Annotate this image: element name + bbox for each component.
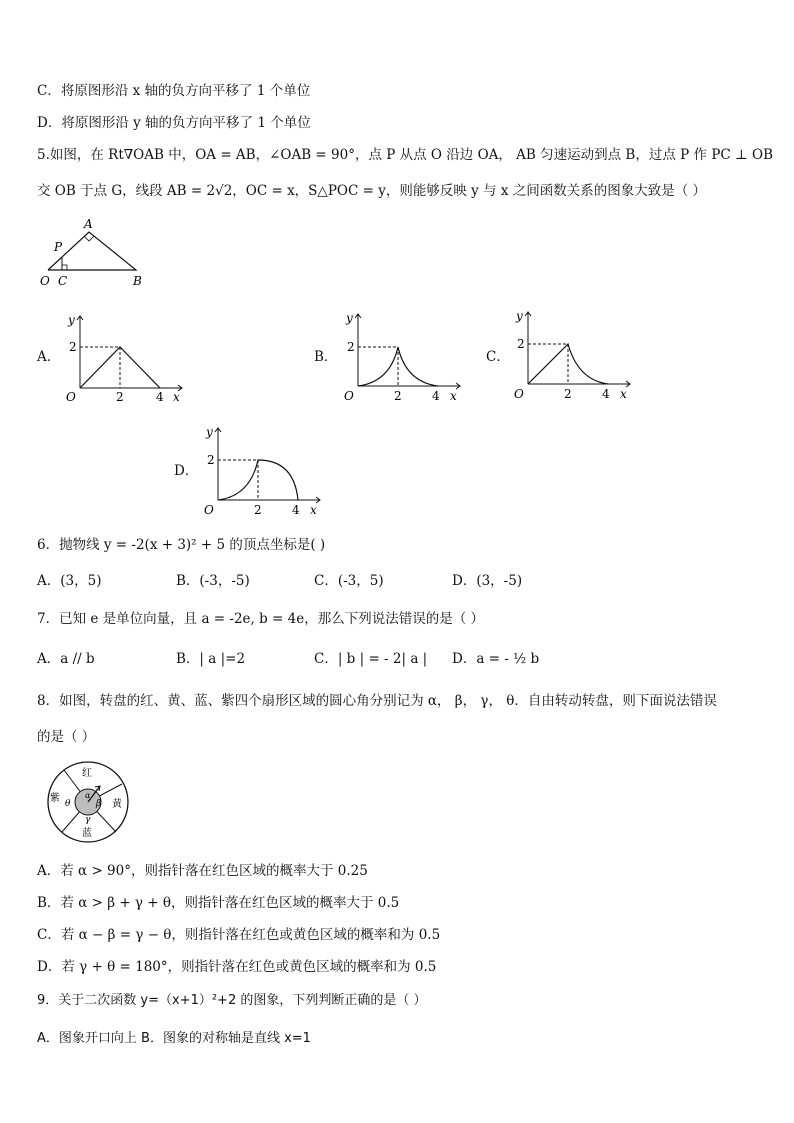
tri-label-B: B <box>133 274 142 288</box>
svg-text:α: α <box>85 791 91 800</box>
svg-text:2: 2 <box>69 340 77 354</box>
q6-option-d: D．(3，-5) <box>452 573 523 589</box>
svg-text:x: x <box>173 390 180 404</box>
svg-text:4: 4 <box>156 390 164 404</box>
q5-option-c-label: C． <box>486 349 510 365</box>
q8-option-a: A．若 α > 90°，则指针落在红色区域的概率大于 0.25 <box>37 863 368 879</box>
svg-text:2: 2 <box>116 390 124 404</box>
q8-stem-line2: 的是（ ） <box>37 729 96 745</box>
svg-text:O: O <box>204 503 214 517</box>
q6-option-a: A．(3，5) <box>37 573 102 589</box>
q5-graph-a <box>60 310 190 405</box>
spinner-blue: 蓝 <box>82 828 92 839</box>
tri-label-A: A <box>84 217 93 231</box>
svg-text:x: x <box>620 387 627 401</box>
svg-text:y: y <box>206 425 213 439</box>
svg-text:2: 2 <box>207 453 215 467</box>
q5-stem-line2: 交 OB 于点 G，线段 AB = 2√2，OC = x，S△POC = y，则能够反映 y 与 x 之间函数关系的图象大致是（ ） <box>37 183 707 199</box>
svg-text:β: β <box>96 799 102 809</box>
q7-option-b: B．| a |=2 <box>176 651 246 667</box>
svg-text:2: 2 <box>254 503 262 517</box>
svg-text:γ: γ <box>85 815 91 825</box>
q9-options: A．图象开口向上 B．图象的对称轴是直线 x=1 <box>37 1031 311 1046</box>
tri-label-O: O <box>40 274 50 288</box>
q7-option-d: D．a = - ½ b <box>452 651 540 667</box>
q7-option-a: A．a // b <box>37 651 95 667</box>
svg-text:2: 2 <box>347 340 355 354</box>
q5-option-d-label: D． <box>174 463 199 479</box>
svg-text:4: 4 <box>292 503 300 517</box>
tri-label-P: P <box>54 240 63 254</box>
q5-option-b-label: B． <box>314 349 338 365</box>
svg-text:y: y <box>68 313 75 327</box>
spinner-yellow: 黄 <box>112 799 122 810</box>
svg-text:O: O <box>514 387 524 401</box>
svg-text:2: 2 <box>517 337 525 351</box>
q5-option-a-label: A． <box>37 349 61 365</box>
option-d-prev: D．将原图形沿 y 轴的负方向平移了 1 个单位 <box>37 115 311 131</box>
svg-text:O: O <box>344 389 354 403</box>
q7-option-c: C．| b | = - 2| a | <box>314 651 428 667</box>
svg-text:4: 4 <box>602 387 610 401</box>
svg-text:y: y <box>346 311 353 325</box>
svg-text:2: 2 <box>394 389 402 403</box>
spinner-red: 红 <box>82 768 92 779</box>
q5-graph-d <box>198 422 328 517</box>
svg-text:y: y <box>516 309 523 323</box>
q8-option-b: B．若 α > β + γ + θ，则指针落在红色区域的概率大于 0.5 <box>37 895 400 911</box>
q5-graph-c <box>508 308 638 403</box>
option-c-prev: C．将原图形沿 x 轴的负方向平移了 1 个单位 <box>37 83 311 99</box>
q5-stem-line1: 5.如图，在 Rt∇OAB 中，OA = AB，∠OAB = 90°，点 P 从点 O 沿边 OA， AB 匀速运动到点 B，过点 P 作 PC ⊥ OB <box>37 147 773 163</box>
spinner-purple: 紫 <box>50 793 60 804</box>
q8-option-c: C．若 α − β = γ − θ，则指针落在红色或黄色区域的概率和为 0.5 <box>37 927 441 943</box>
svg-text:2: 2 <box>564 387 572 401</box>
q6-option-c: C．(-3，5) <box>314 573 384 589</box>
svg-text:x: x <box>450 389 457 403</box>
svg-text:θ: θ <box>65 799 71 809</box>
q8-option-d: D．若 γ + θ = 180°，则指针落在红色或黄色区域的概率和为 0.5 <box>37 959 437 975</box>
q5-graph-b <box>338 310 468 405</box>
q8-stem-line1: 8．如图，转盘的红、黄、蓝、紫四个扇形区域的圆心角分别记为 α， β， γ， θ．自由转动转盘，则下面说法错误 <box>37 693 717 709</box>
svg-text:x: x <box>310 503 317 517</box>
svg-text:O: O <box>66 390 76 404</box>
q7-stem: 7．已知 e 是单位向量，且 a = -2e, b = 4e，那么下列说法错误的是（ ） <box>37 611 485 627</box>
q5-triangle-figure <box>36 215 156 295</box>
tri-label-C: C <box>58 274 68 288</box>
q6-stem: 6．抛物线 y = -2(x + 3)² + 5 的顶点坐标是( ) <box>37 537 326 553</box>
q6-option-b: B．(-3，-5) <box>176 573 250 589</box>
q9-stem: 9．关于二次函数 y=（x+1）²+2 的图象，下列判断正确的是（ ） <box>37 993 427 1008</box>
q8-spinner-figure <box>44 758 134 848</box>
svg-text:4: 4 <box>432 389 440 403</box>
